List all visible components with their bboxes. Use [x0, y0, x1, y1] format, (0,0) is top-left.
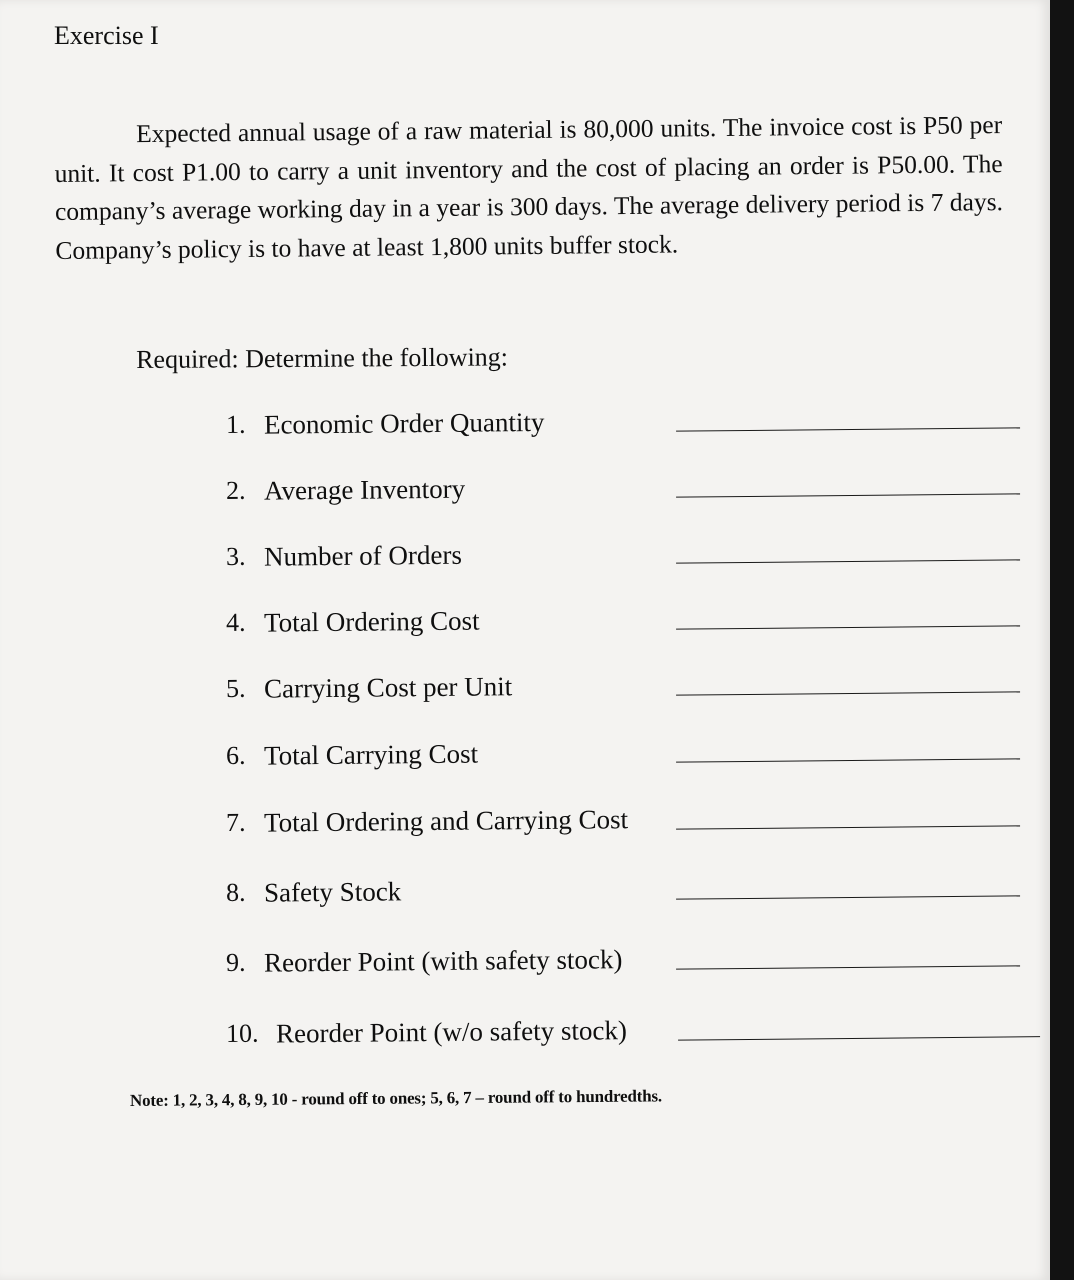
item-label: Reorder Point (with safety stock): [263, 944, 623, 978]
item-number: 6.: [225, 740, 246, 770]
item-number: 2.: [225, 475, 246, 505]
item-label: Safety Stock: [263, 876, 402, 908]
item-label: Total Ordering and Carrying Cost: [263, 804, 629, 838]
item-label: Average Inventory: [263, 473, 466, 506]
item-label: Carrying Cost per Unit: [263, 671, 513, 704]
item-number: 4.: [225, 607, 246, 637]
exercise-title: Exercise I: [54, 21, 159, 50]
item-number: 7.: [225, 807, 246, 837]
answer-blank: [678, 1036, 1040, 1040]
list-item: [226, 935, 1026, 983]
list-item: [226, 661, 1026, 709]
answer-blank: [676, 895, 1020, 899]
page-edge-shadow: [1050, 0, 1074, 1280]
list-item: [226, 728, 1026, 776]
item-label: Total Ordering Cost: [263, 605, 480, 638]
list-item: [226, 595, 1026, 643]
list-item: [226, 397, 1026, 445]
list-item: [226, 1006, 1026, 1054]
item-number: 10.: [225, 1018, 259, 1048]
item-number: 1.: [225, 409, 246, 439]
item-number: 3.: [225, 541, 246, 571]
answer-blank: [676, 625, 1020, 629]
item-label: Reorder Point (w/o safety stock): [275, 1015, 628, 1049]
answer-blank: [676, 493, 1020, 497]
list-item: [226, 795, 1026, 843]
item-number: 9.: [225, 947, 246, 977]
list-item: [226, 529, 1026, 577]
answer-blank: [676, 427, 1020, 431]
item-number: 5.: [225, 673, 246, 703]
list-item: [226, 463, 1026, 511]
answer-blank: [676, 559, 1020, 563]
item-label: Number of Orders: [263, 539, 463, 572]
rounding-note: Note: 1, 2, 3, 4, 8, 9, 10 - round off to ones; 5, 6, 7 – round off to hundredths.: [129, 1086, 662, 1110]
list-item: [226, 865, 1026, 913]
answer-blank: [676, 758, 1020, 762]
problem-statement: Expected annual usage of a raw material is 80,000 units. The invoice cost is P50 per unit. It cost P1.00 to carry a unit inventory and the cost of placing an order is P50.00. The company’s average working day in a year is 300 days. The average delivery period is 7 days. Company’s policy is to have at least 1,800 units buffer stock.: [54, 110, 1004, 265]
answer-blank: [676, 691, 1020, 695]
answer-blank: [676, 825, 1020, 829]
required-heading: Required: Determine the following:: [136, 342, 509, 374]
item-label: Total Carrying Cost: [263, 738, 479, 771]
item-label: Economic Order Quantity: [263, 406, 545, 440]
item-number: 8.: [225, 877, 246, 907]
answer-blank: [676, 965, 1020, 969]
